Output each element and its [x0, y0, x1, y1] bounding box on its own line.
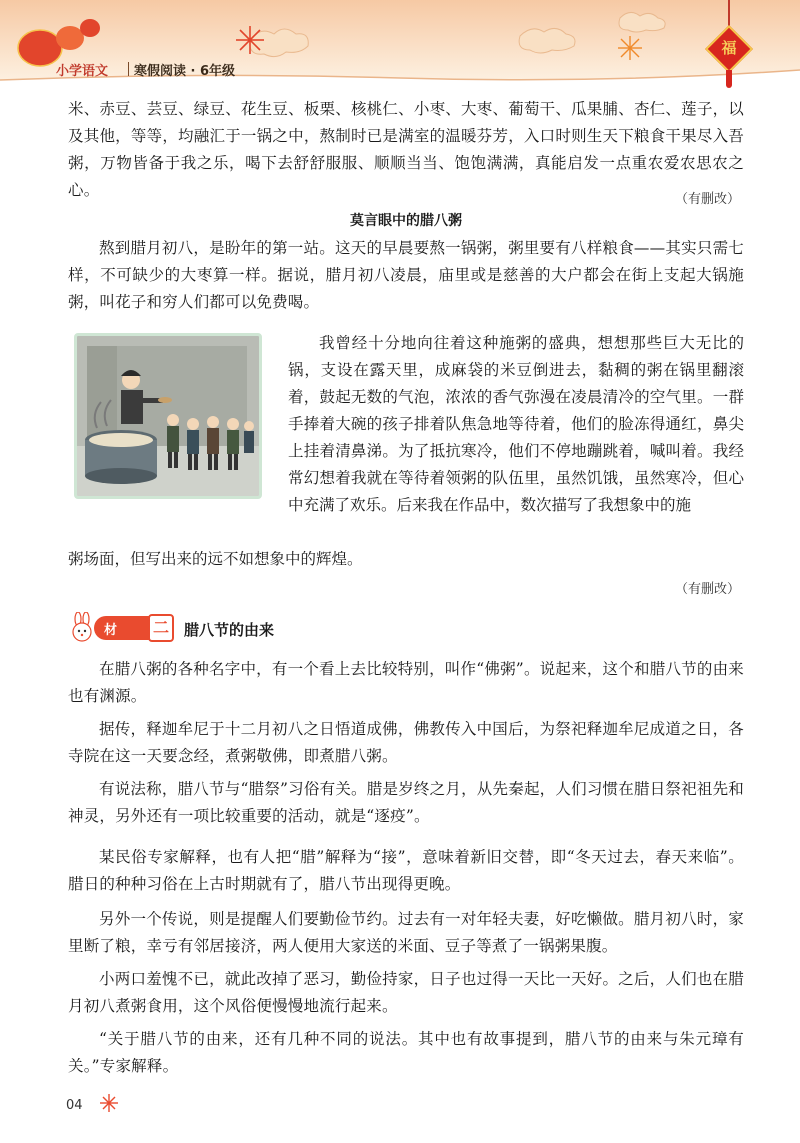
header-decoration	[0, 0, 800, 92]
article-paragraph-1: 熬到腊月初八，是盼年的第一站。这天的早晨要熬一锅粥，粥里要有八样粮食——其实只需七样，不可缺少的大枣算一样。据说，腊月初八凌晨，庙里或是慈善的大户都会在街上支起大锅施粥，叫花子和穷人们都可以免费喝。	[68, 239, 744, 311]
fu-badge-text: 福	[721, 39, 737, 57]
material-paragraph-6: 小两口羞愧不已，就此改掉了恶习，勤俭持家，日子也过得一天比一天好。之后，人们也在腊月初八煮粥食用，这个风俗便慢慢地流行起来。	[68, 970, 744, 1015]
material-paragraph-1: 在腊八粥的各种名字中，有一个看上去比较特别，叫作“佛粥”。说起来，这个和腊八节的由来也有渊源。	[68, 660, 744, 705]
illustration-porridge-line	[74, 333, 262, 499]
book-title: 寒假阅读 · 6年级	[134, 64, 236, 79]
article-note: （有删改）	[674, 582, 740, 597]
badge-tassel	[726, 70, 732, 88]
intro-paragraph: 米、赤豆、芸豆、绿豆、花生豆、板栗、核桃仁、小枣、大枣、葡萄干、瓜果脯、杏仁、莲子，以及其他，等等，均融汇于一锅之中，熬制时已是满室的温暖芬芳，入口时则生天下粮食干果尽入吾粥，万物皆备于我之乐，喝下去舒舒服服、顺顺当当、饱饱满满，真能启发一点重农爱农思农之心。	[68, 100, 744, 199]
page-number: 04	[66, 1098, 83, 1113]
article-paragraph-2-tail: 粥场面，但写出来的远不如想象中的辉煌。	[68, 550, 363, 568]
section-title: 腊八节的由来	[184, 621, 275, 639]
section-number: 二	[148, 614, 174, 642]
material-paragraph-2: 据传，释迦牟尼于十二月初八之日悟道成佛，佛教传入中国后，为祭祀释迦牟尼成道之日，各寺院在这一天要念经，煮粥敬佛，即煮腊八粥。	[68, 720, 744, 765]
article-title: 莫言眼中的腊八粥	[350, 213, 462, 229]
firework-icon	[98, 1092, 120, 1114]
article-paragraph-2: 我曾经十分地向往着这种施粥的盛典，想想那些巨大无比的锅，支设在露天里，成麻袋的米豆倒进去，黏稠的粥在锅里翻滚着，鼓起无数的气泡，浓浓的香气弥漫在凌晨清冷的空气里。一群手捧着大碗的孩子排着队焦急地等待着，他们的脸冻得通红，鼻尖上挂着清鼻涕。为了抵抗寒冷，他们不停地蹦跳着，喊叫着。我经常幻想着我就在等待着领粥的队伍里，虽然饥饿，虽然寒冷，但心中充满了欢乐。后来我在作品中，数次描写了我想象中的施	[288, 334, 744, 514]
intro-note: （有删改）	[674, 192, 740, 207]
series-title: 小学语文	[56, 64, 109, 79]
header-banner	[0, 0, 800, 92]
material-paragraph-5: 另外一个传说，则是提醒人们要勤俭节约。过去有一对年轻夫妻，好吃懒做。腊月初八时，家里断了粮，幸亏有邻居接济，两人便用大家送的米面、豆子等煮了一锅粥果腹。	[68, 910, 744, 955]
header-divider	[128, 62, 129, 76]
material-paragraph-3: 有说法称，腊八节与“腊祭”习俗有关。腊是岁终之月，从先秦起，人们习惯在腊日祭祀祖先和神灵，另外还有一项比较重要的活动，就是“逐疫”。	[68, 780, 744, 825]
material-paragraph-7: “关于腊八节的由来，还有几种不同的说法。其中也有故事提到，腊八节的由来与朱元璋有关。”专家解释。	[68, 1030, 744, 1075]
section-label: 材料	[104, 623, 118, 657]
material-paragraph-4: 某民俗专家解释，也有人把“腊”解释为“接”，意味着新旧交替，即“冬天过去，春天来临”。腊日的种种习俗在上古时期就有了，腊八节出现得更晚。	[68, 848, 744, 893]
bunny-icon	[70, 612, 96, 642]
